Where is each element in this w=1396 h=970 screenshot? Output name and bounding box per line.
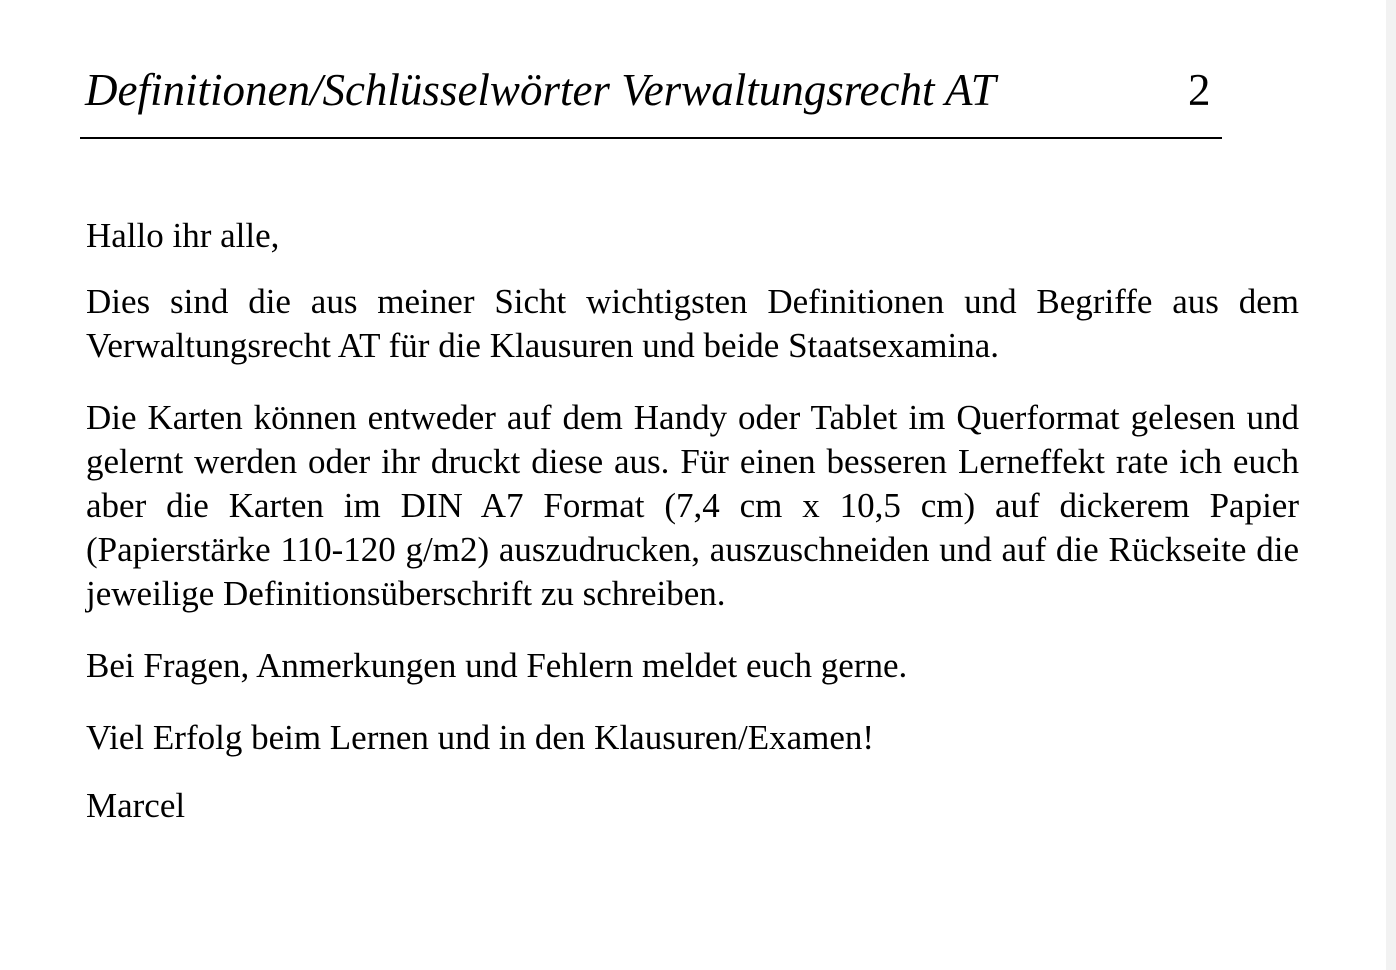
page-edge [1386,0,1396,970]
header-divider [80,137,1222,139]
wishes-paragraph: Viel Erfolg beim Lernen und in den Klausuren/Examen! [86,718,875,757]
signature: Marcel [86,786,186,825]
page-number: 2 [1188,65,1211,115]
intro-paragraph: Dies sind die aus meiner Sicht wichtigsten Definitionen und Begriffe aus dem Verwaltungsrecht AT für die Klausuren und beide Staatsexamina. [86,282,1299,365]
questions-paragraph: Bei Fragen, Anmerkungen und Fehlern meldet euch gerne. [86,646,908,685]
cards-paragraph: Die Karten können entweder auf dem Handy oder Tablet im Querformat gelesen und gelernt werden oder ihr druckt diese aus. Für einen besseren Lerneffekt rate ich euch aber die Karten im DIN A7 Format (7,4 cm x 10,5 cm) auf dickerem Papier (Papierstärke 110-120 g/m2) auszudrucken, auszuschneiden und auf die Rückseite die jeweilige Definitionsüberschrift zu schreiben. [86,398,1299,613]
greeting-paragraph: Hallo ihr alle, [86,216,280,255]
header-title: Definitionen/Schlüsselwörter Verwaltungsrecht AT [85,65,996,115]
document-body [86,214,1299,828]
